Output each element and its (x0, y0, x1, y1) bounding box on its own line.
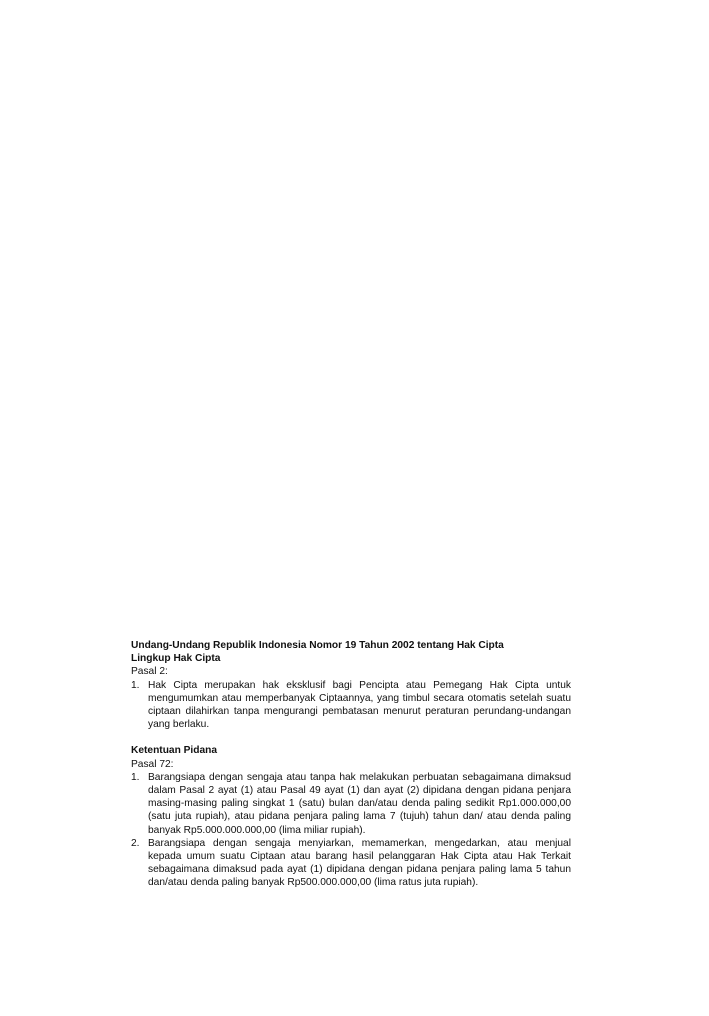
clause-number: 1. (131, 679, 140, 691)
article-2-label: Pasal 2: (131, 666, 168, 678)
article-72-clause (131, 771, 571, 837)
article-72-clause (131, 837, 571, 890)
law-title: Undang-Undang Republik Indonesia Nomor 19 Tahun 2002 tentang Hak Cipta (131, 640, 504, 651)
scope-heading: Lingkup Hak Cipta (131, 653, 221, 665)
copyright-notice (131, 639, 571, 890)
clause-text: Hak Cipta merupakan hak eksklusif bagi Pencipta atau Pemegang Hak Cipta untuk mengumumkan atau memperbanyak Ciptaannya, yang timbul secara otomatis setelah suatu ciptaan dilahirkan tanpa mengurangi pembatasan menurut peraturan perundang-undangan yang berlaku. (148, 679, 571, 731)
clause-number: 2. (131, 837, 140, 849)
article-2-clause (131, 679, 571, 732)
clause-text: Barangsiapa dengan sengaja menyiarkan, memamerkan, mengedarkan, atau menjual kepada umum suatu Ciptaan atau barang hasil pelanggaran Hak Cipta atau Hak Terkait sebagaimana dimaksud pada ayat (1) dipidana dengan pidana penjara paling lama 5 tahun dan/atau denda paling banyak Rp500.000.000,00 (lima ratus juta rupiah). (148, 837, 571, 889)
article-72-label: Pasal 72: (131, 758, 174, 770)
article-72-clauses (131, 771, 571, 890)
criminal-heading: Ketentuan Pidana (131, 745, 218, 757)
clause-number: 1. (131, 771, 140, 783)
article-2-clauses (131, 679, 571, 732)
section-gap (131, 731, 571, 744)
clause-text: Barangsiapa dengan sengaja atau tanpa hak melakukan perbuatan sebagaimana dimaksud dalam Pasal 2 ayat (1) atau Pasal 49 ayat (1) dan ayat (2) dipidana dengan pidana penjara masing-masing paling singkat 1 (satu) bulan dan/atau denda paling sedikit Rp1.000.000,00 (satu juta rupiah), atau pidana penjara paling lama 7 (tujuh) tahun dan/ atau denda paling banyak Rp5.000.000.000,00 (lima miliar rupiah). (148, 771, 571, 836)
